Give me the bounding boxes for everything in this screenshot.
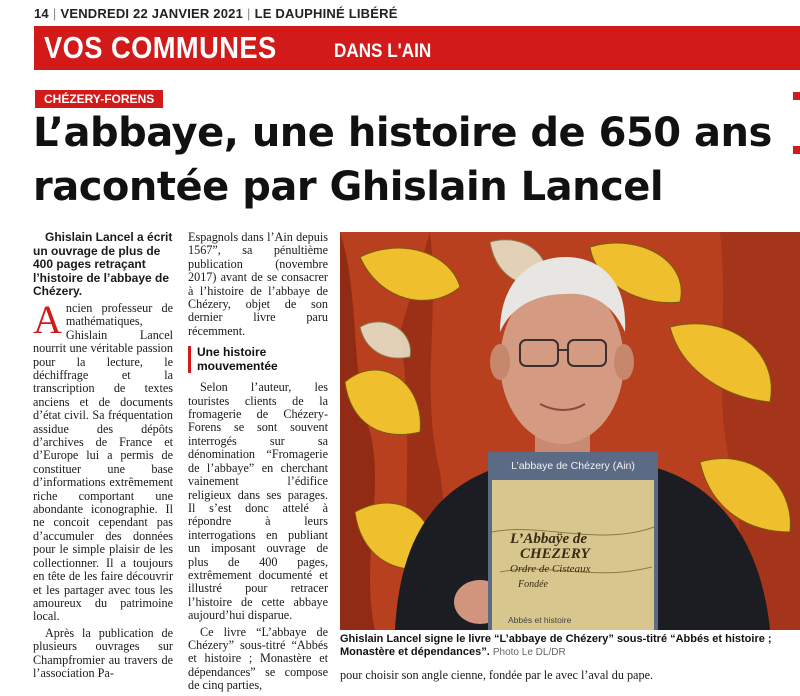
section-banner <box>34 26 800 70</box>
article-photo <box>340 232 800 630</box>
body-continuation: pour choisir son angle cienne, fondée par le avec l’aval du pape. <box>340 668 654 682</box>
issue-date: VENDREDI 22 JANVIER 2021 <box>60 6 243 21</box>
page-header: 14 | VENDREDI 22 JANVIER 2021 | LE DAUPHINÉ LIBÉRÉ <box>34 6 398 21</box>
article-lead: Ghislain Lancel a écrit un ouvrage de plus de 400 pages retraçant l’histoire de l’abbaye de Chézery. <box>33 230 173 299</box>
text-column-1 <box>33 231 173 683</box>
margin-marker <box>793 92 800 100</box>
section-title: VOS COMMUNES <box>44 30 277 65</box>
drop-cap: A <box>33 296 62 342</box>
publication-name: LE DAUPHINÉ LIBÉRÉ <box>254 6 398 21</box>
book-title: L’abbaye de Chézery (Ain) <box>511 460 635 472</box>
book-subtitle: Abbés et histoire <box>508 615 572 625</box>
caption-text: Ghislain Lancel signe le livre “L’abbaye de Chézery” sous-titré “Abbés et histoire ; Monastère et dépendances”. <box>340 633 772 658</box>
headline-line-1: L’abbaye, une histoire de 650 ans <box>33 110 772 156</box>
body-paragraph: Ce livre “L’abbaye de Chézery” sous-titré “Abbés et histoire ; Monastère et dépendances” se compose de cinq parties, <box>188 624 328 693</box>
section-subtitle: DANS L'AIN <box>334 41 432 62</box>
body-paragraph: Selon l’auteur, les touristes clients de la fromagerie de Chézery-Forens se sont souvent interrogés sur sa dénomination “Fromagerie de l’abbaye” en cherchant vainement l’édifice religieux dans ses parages. Il s’est donc attelé à répondre à leurs interrogations en publiant un imposant ouvrage de plus de 400 pages, extrêmement documenté et illustré pour retracer l’histoire de cette abbaye aujourd’hui disparue. <box>188 380 328 623</box>
text-column-2 <box>188 231 328 696</box>
body-paragraph: Ancien professeur de mathématiques, Ghislain Lancel nourrit une véritable passion pour la lecture, le déchiffrage et la transcription de textes anciens et de documents d’état civil. Sa fréquentation assidue des dépôts d’archives de France et d’Europe lui a permis de constituer une base d’informations extrêmement riche comportant une abondante iconographie. Il ne concoit cependant pas d’accumuler des données pour le simple plaisir de les collectionner. Il a toujours en tête de les faire découvrir et les partager avec tous les amoureux du patrimoine local. <box>33 296 173 624</box>
page-number: 14 <box>34 6 49 21</box>
photo-credit: Photo Le DL/DR <box>492 647 566 658</box>
headline-line-2: racontée par Ghislain Lancel <box>33 164 664 210</box>
body-paragraph: Espagnols dans l’Ain depuis 1567”, sa pénultième publication (novembre 2017) avant de se consacrer à l’histoire de l’abbaye de Chézery, objet de son dernier livre paru récemment. <box>188 230 328 338</box>
photo-caption <box>340 633 798 659</box>
locality-tag: CHÉZERY-FORENS <box>35 90 163 108</box>
section-subheading: Une histoire mouvementée <box>188 346 328 373</box>
article-headline <box>33 106 800 214</box>
body-paragraph: Après la publication de plusieurs ouvrages sur Champfromier au travers de l’association Pa- <box>33 625 173 680</box>
book-cover-text: L’Abbaÿe de CHEZERY Ordre de Cisteaux Fondée <box>510 531 591 590</box>
